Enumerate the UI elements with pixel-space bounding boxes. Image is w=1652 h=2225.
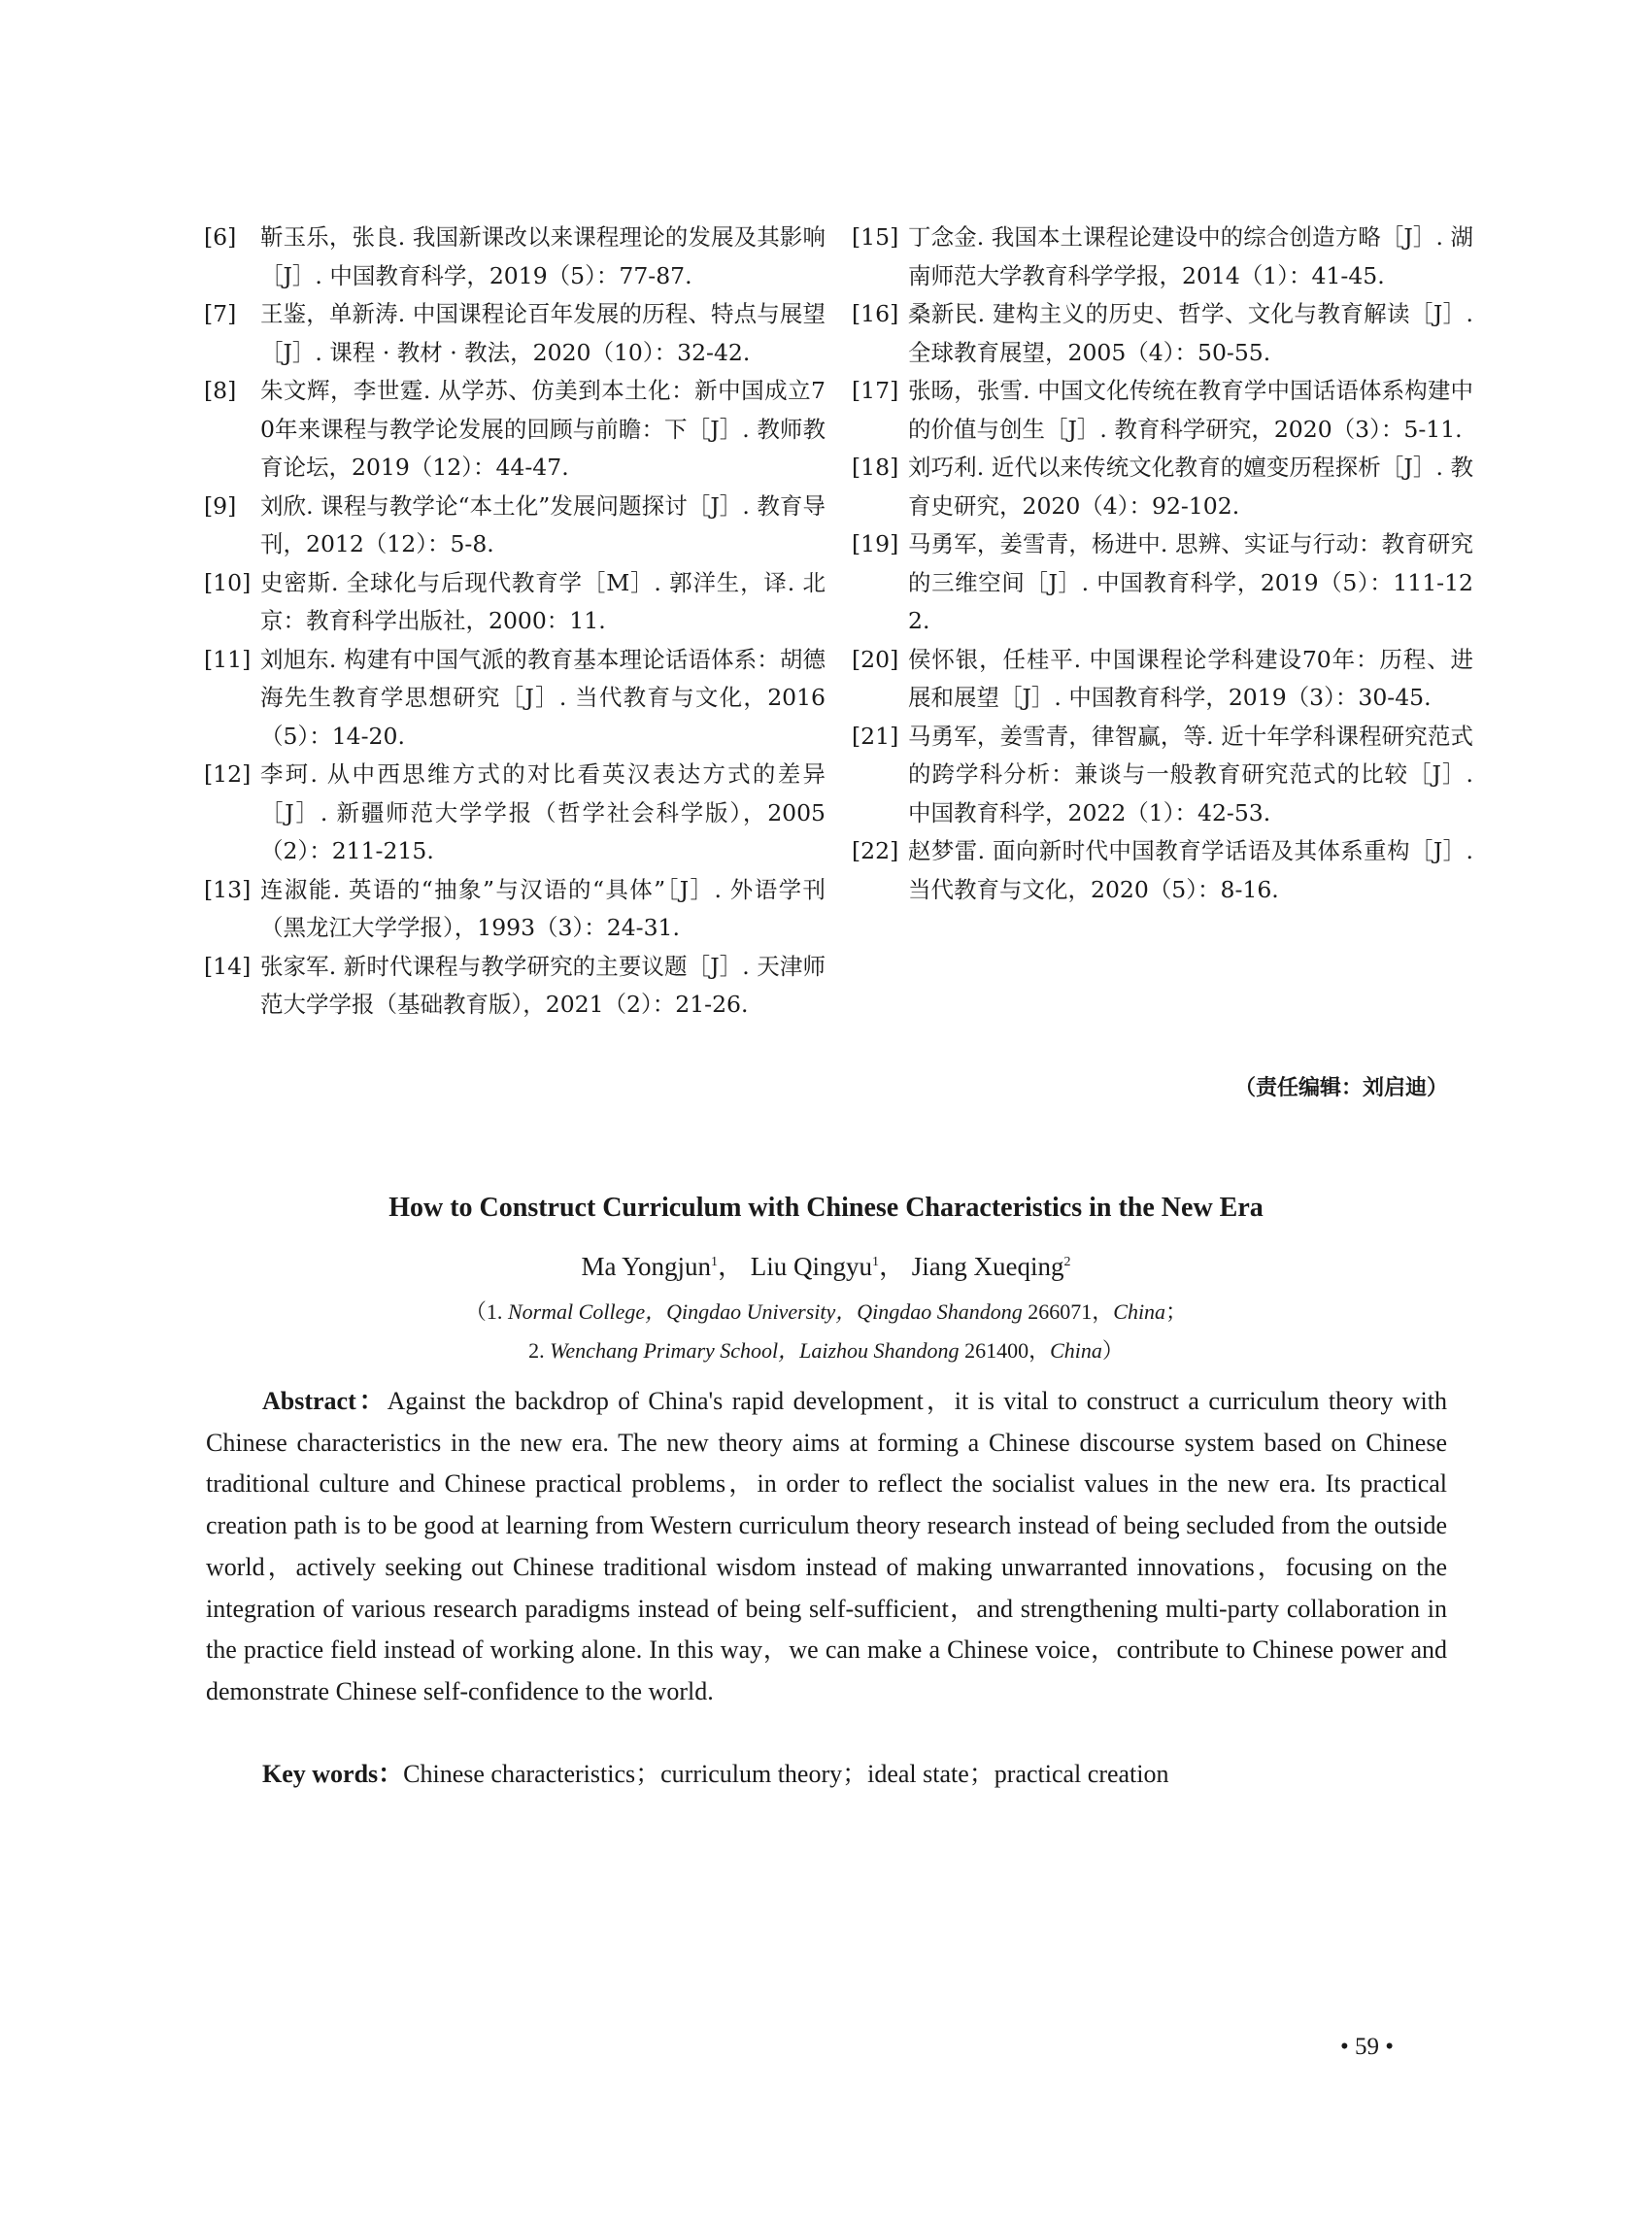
affiliation-country: China <box>1050 1338 1102 1363</box>
reference-text: 靳玉乐，张良. 我国新课改以来课程理论的发展及其影响［J］. 中国教育科学，2019（5）：77-87. <box>260 223 826 289</box>
page-number: • 59 • <box>1340 2034 1395 2060</box>
affiliation-suffix: ） <box>1101 1338 1124 1363</box>
references-left-column <box>204 219 826 1025</box>
reference-number: [14] <box>204 952 252 980</box>
reference-number: [10] <box>204 568 252 596</box>
reference-item <box>204 871 826 948</box>
affiliation-prefix: （1. <box>464 1299 503 1324</box>
reference-text: 李珂. 从中西思维方式的对比看英汉表达方式的差异［J］. 新疆师范大学学报（哲学社会科学版），2005（2）：211-215. <box>260 760 826 864</box>
reference-item <box>852 372 1473 449</box>
reference-number: [15] <box>852 223 899 251</box>
reference-number: [22] <box>852 837 899 864</box>
reference-text: 刘巧利. 近代以来传统文化教育的嬗变历程探析［J］. 教育史研究，2020（4）：92-102. <box>908 454 1473 520</box>
reference-number: [16] <box>852 300 899 327</box>
affiliation-institution: Wenchang Primary School，Laizhou Shandong <box>550 1338 960 1363</box>
reference-text: 丁念金. 我国本土课程论建设中的综合创造方略［J］. 湖南师范大学教育科学学报，2014（1）：41-45. <box>908 223 1473 289</box>
reference-text: 史密斯. 全球化与后现代教育学［M］. 郭洋生，译. 北京：教育科学出版社，2000：11. <box>260 568 826 634</box>
reference-text: 朱文辉，李世霆. 从学苏、仿美到本土化：新中国成立70年来课程与教学论发展的回顾与前瞻：下［J］. 教师教育论坛，2019（12）：44-47. <box>260 377 826 481</box>
affiliation-1 <box>0 1296 1652 1326</box>
reference-item <box>204 219 826 295</box>
english-authors: Ma Yongjun$^1$， Liu Qingyu$^1$， Jiang Xueqing$^2$ <box>581 1252 1071 1281</box>
reference-text: 王鉴，单新涛. 中国课程论百年发展的历程、特点与展望［J］. 课程 · 教材 · 教法，2020（10）：32-42. <box>260 300 826 366</box>
reference-number: [21] <box>852 722 899 750</box>
affiliation-postcode: 261400， <box>964 1338 1051 1363</box>
reference-text: 桑新民. 建构主义的历史、哲学、文化与教育解读［J］. 全球教育展望，2005（4）：50-55. <box>908 300 1473 366</box>
reference-text: 张家军. 新时代课程与教学研究的主要议题［J］. 天津师范大学学报（基础教育版），2021（2）：21-26. <box>260 952 826 1018</box>
english-title: How to Construct Curriculum with Chinese Characteristics in the New Era <box>388 1193 1264 1223</box>
reference-text: 马勇军，姜雪青，律智赢，等. 近十年学科课程研究范式的跨学科分析：兼谈与一般教育研究范式的比较［J］. 中国教育科学，2022（1）：42-53. <box>908 722 1473 826</box>
reference-number: [8] <box>204 377 237 404</box>
reference-item <box>852 525 1473 641</box>
reference-item <box>852 295 1473 372</box>
affiliation-country: China <box>1113 1299 1166 1324</box>
responsible-editor-note: （责任编辑：刘启迪） <box>1233 1076 1448 1100</box>
abstract-text: Against the backdrop of China's rapid development，it is vital to construct a curriculum theory with Chinese characteristics in the new era. The new theory aims at forming a Chinese discourse system based on Chinese traditional culture and Chinese practical problems，in order to reflect the socialist values in the new era. Its practical creation path is to be good at learning from Western curriculum theory research instead of being secluded from the outside world，actively seeking out Chinese traditional wisdom instead of making unwarranted innovations，focusing on the integration of various research paradigms instead of being self-sufficient，and strengthening multi-party collaboration in the practice field instead of working alone. In this way，we can make a Chinese voice，contribute to Chinese power and demonstrate Chinese self-confidence to the world. <box>206 1387 1447 1705</box>
reference-item <box>204 564 826 641</box>
reference-text: 马勇军，姜雪青，杨进中. 思辨、实证与行动：教育研究的三维空间［J］. 中国教育科学，2019（5）：111-122. <box>908 530 1473 634</box>
reference-text: 连淑能. 英语的“抽象”与汉语的“具体”［J］. 外语学刊（黑龙江大学学报），1993（3）：24-31. <box>260 875 826 941</box>
author-name: Ma Yongjun <box>581 1252 712 1281</box>
reference-item <box>852 641 1473 718</box>
reference-text: 赵梦雷. 面向新时代中国教育学话语及其体系重构［J］. 当代教育与文化，2020（5）：8-16. <box>908 837 1473 903</box>
reference-item <box>204 295 826 372</box>
keywords-text: Chinese characteristics；curriculum theory；ideal state；practical creation <box>403 1760 1169 1788</box>
english-abstract <box>206 1381 1447 1713</box>
reference-number: [11] <box>204 645 252 673</box>
references-right-column <box>852 219 1473 909</box>
reference-number: [20] <box>852 645 899 673</box>
reference-item <box>852 449 1473 525</box>
english-keywords <box>206 1754 1447 1790</box>
affiliation-institution: Normal College，Qingdao University，Qingdao Shandong <box>507 1299 1023 1324</box>
reference-item <box>204 948 826 1025</box>
reference-number: [6] <box>204 223 237 251</box>
author-affil-mark: 2 <box>1063 1255 1071 1269</box>
reference-text: 刘欣. 课程与教学论“本土化”发展问题探讨［J］. 教育导刊，2012（12）：5-8. <box>260 491 826 557</box>
reference-item <box>852 718 1473 833</box>
reference-item <box>852 832 1473 909</box>
reference-number: [7] <box>204 300 237 327</box>
keywords-label: Key words： <box>262 1760 404 1788</box>
reference-number: [18] <box>852 454 899 481</box>
author-affil-mark: 1 <box>711 1255 719 1269</box>
author-name: Jiang Xueqing <box>911 1252 1064 1281</box>
reference-item <box>204 756 826 871</box>
reference-number: [17] <box>852 377 899 404</box>
reference-text: 刘旭东. 构建有中国气派的教育基本理论话语体系：胡德海先生教育学思想研究［J］. 当代教育与文化，2016（5）：14-20. <box>260 645 826 750</box>
author-affil-mark: 1 <box>872 1255 880 1269</box>
reference-item <box>204 641 826 757</box>
affiliation-suffix: ； <box>1165 1299 1188 1324</box>
reference-item <box>204 488 826 564</box>
reference-text: 侯怀银，任桂平. 中国课程论学科建设70年：历程、进展和展望［J］. 中国教育科学，2019（3）：30-45. <box>908 645 1473 711</box>
abstract-label: Abstract： <box>262 1387 388 1415</box>
reference-number: [19] <box>852 530 899 557</box>
affiliation-2 <box>0 1334 1652 1365</box>
affiliation-postcode: 266071， <box>1028 1299 1114 1324</box>
reference-item <box>204 372 826 488</box>
affiliation-prefix: 2. <box>528 1338 545 1363</box>
author-name: Liu Qingyu <box>750 1252 873 1281</box>
reference-number: [12] <box>204 760 252 788</box>
reference-item <box>852 219 1473 295</box>
reference-number: [9] <box>204 491 237 520</box>
reference-text: 张旸，张雪. 中国文化传统在教育学中国话语体系构建中的价值与创生［J］. 教育科学研究，2020（3）：5-11. <box>908 377 1473 443</box>
reference-number: [13] <box>204 875 252 903</box>
